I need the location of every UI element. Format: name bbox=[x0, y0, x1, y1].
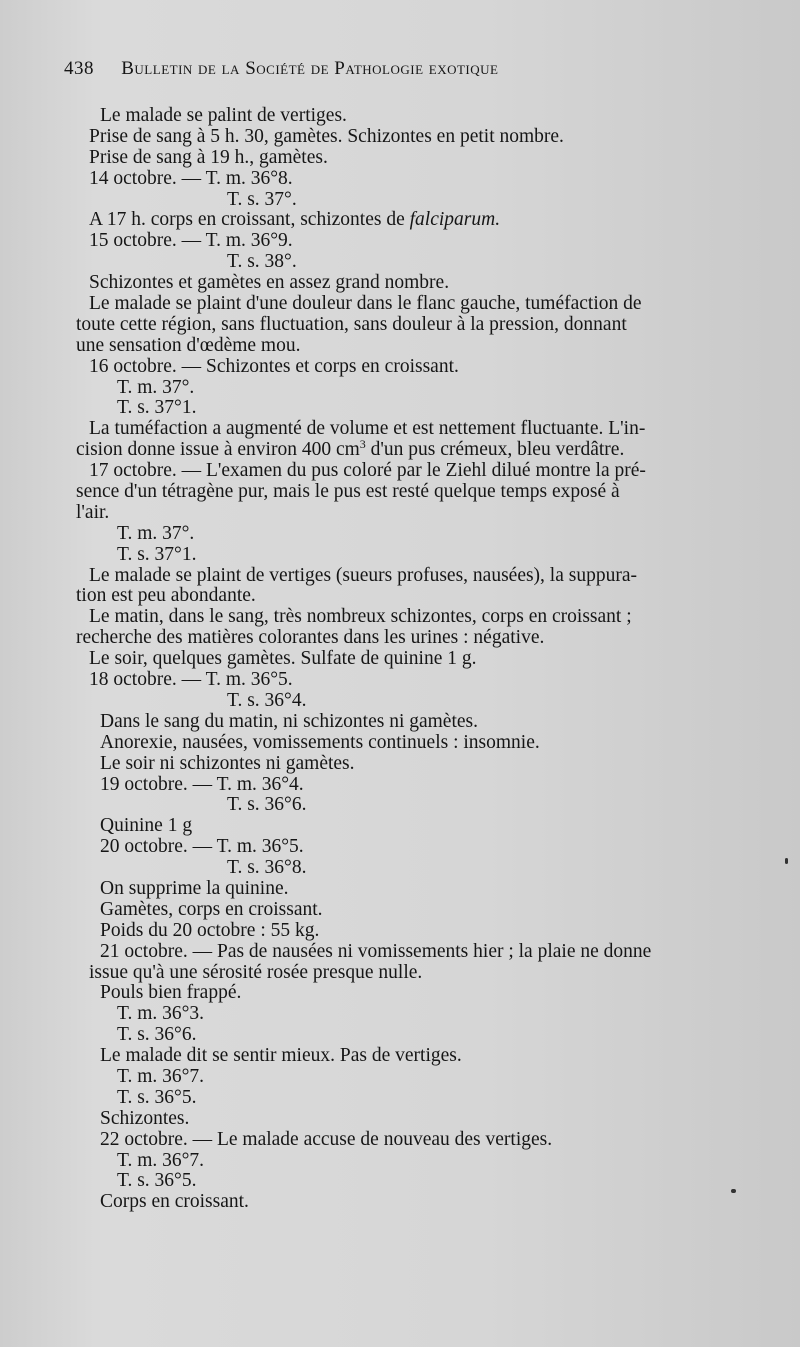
text-line: Le malade se plaint de vertiges (sueurs profuses, nausées), la suppura- bbox=[89, 564, 637, 586]
text-segment: d'un pus crémeux, bleu verdâtre. bbox=[365, 439, 625, 461]
text-line: 17 octobre. — L'examen du pus coloré par le Ziehl dilué montre la pré- bbox=[89, 460, 646, 482]
text-line: Prise de sang à 19 h., gamètes. bbox=[89, 146, 328, 168]
ink-speck bbox=[731, 1189, 736, 1193]
text-line: T. m. 37°. bbox=[117, 376, 195, 398]
text-line: Le malade se plaint d'une douleur dans le flanc gauche, tuméfaction de bbox=[89, 293, 642, 315]
text-line: une sensation d'œdème mou. bbox=[76, 334, 301, 356]
text-line: issue qu'à une sérosité rosée presque nulle. bbox=[89, 961, 423, 983]
text-line: La tuméfaction a augmenté de volume et est nettement fluctuante. L'in- bbox=[89, 418, 646, 440]
text-line: T. s. 36°5. bbox=[117, 1170, 197, 1192]
text-line: Le soir, quelques gamètes. Sulfate de quinine 1 g. bbox=[89, 648, 477, 670]
text-line: T. s. 36°4. bbox=[227, 689, 307, 711]
text-line: recherche des matières colorantes dans les urines : négative. bbox=[76, 627, 545, 649]
page-number: 438 bbox=[64, 58, 94, 79]
text-line: T. s. 38°. bbox=[227, 251, 297, 273]
text-line: Quinine 1 g bbox=[100, 815, 193, 837]
text-line: T. s. 37°1. bbox=[117, 397, 197, 419]
text-line: Poids du 20 octobre : 55 kg. bbox=[100, 919, 320, 941]
text-line: T. m. 36°7. bbox=[117, 1065, 205, 1087]
text-line: Gamètes, corps en croissant. bbox=[100, 898, 323, 920]
body-text bbox=[72, 106, 732, 1213]
running-header bbox=[64, 58, 664, 80]
ink-speck bbox=[785, 858, 788, 864]
text-line: sence d'un tétragène pur, mais le pus est resté quelque temps exposé à bbox=[76, 481, 620, 503]
text-line: Dans le sang du matin, ni schizontes ni gamètes. bbox=[100, 710, 479, 732]
text-line: Le matin, dans le sang, très nombreux schizontes, corps en croissant ; bbox=[89, 606, 632, 628]
superscript: 3 bbox=[359, 437, 366, 452]
text-line: T. s. 36°8. bbox=[227, 857, 307, 879]
text-line: Le malade dit se sentir mieux. Pas de vertiges. bbox=[100, 1045, 462, 1067]
text-line: 16 octobre. — Schizontes et corps en croissant. bbox=[89, 355, 459, 377]
text-line: 15 octobre. — T. m. 36°9. bbox=[89, 230, 293, 252]
text-line bbox=[72, 437, 732, 461]
text-line: Pouls bien frappé. bbox=[100, 982, 242, 1004]
text-line: 20 octobre. — T. m. 36°5. bbox=[100, 836, 304, 858]
text-segment: A 17 h. corps en croissant, schizontes de bbox=[89, 209, 410, 231]
text-line: T. s. 36°5. bbox=[117, 1086, 197, 1108]
text-line: T. s. 36°6. bbox=[227, 794, 307, 816]
text-segment: cision donne issue à environ 400 cm bbox=[76, 439, 360, 461]
text-line: l'air. bbox=[76, 501, 110, 523]
text-line: Schizontes. bbox=[100, 1107, 190, 1129]
journal-title: Bulletin de la Société de Pathologie exotique bbox=[121, 58, 499, 79]
text-line: T. m. 37°. bbox=[117, 522, 195, 544]
text-line: 21 octobre. — Pas de nausées ni vomissements hier ; la plaie ne donne bbox=[100, 940, 652, 962]
text-line: toute cette région, sans fluctuation, sans douleur à la pression, donnant bbox=[76, 313, 627, 335]
text-line: T. s. 36°6. bbox=[117, 1024, 197, 1046]
text-line: 19 octobre. — T. m. 36°4. bbox=[100, 773, 304, 795]
text-line: Prise de sang à 5 h. 30, gamètes. Schizontes en petit nombre. bbox=[89, 125, 564, 147]
text-line bbox=[72, 210, 732, 231]
text-line: On supprime la quinine. bbox=[100, 877, 289, 899]
text-line: tion est peu abondante. bbox=[76, 585, 256, 607]
text-line: Le malade se palint de vertiges. bbox=[100, 105, 347, 126]
text-line: T. m. 36°3. bbox=[117, 1003, 205, 1025]
text-line: 22 octobre. — Le malade accuse de nouveau des vertiges. bbox=[100, 1128, 553, 1150]
text-line: Anorexie, nausées, vomissements continuels : insomnie. bbox=[100, 731, 540, 753]
text-line: Corps en croissant. bbox=[100, 1191, 249, 1213]
species-name: falciparum. bbox=[409, 209, 501, 231]
text-line: T. m. 36°7. bbox=[117, 1149, 205, 1171]
text-line: Schizontes et gamètes en assez grand nombre. bbox=[89, 272, 450, 294]
text-line: Le soir ni schizontes ni gamètes. bbox=[100, 752, 355, 774]
text-line: T. s. 37°. bbox=[227, 188, 297, 210]
text-line: 18 octobre. — T. m. 36°5. bbox=[89, 669, 293, 691]
text-line: T. s. 37°1. bbox=[117, 543, 197, 565]
text-line: 14 octobre. — T. m. 36°8. bbox=[89, 167, 293, 189]
